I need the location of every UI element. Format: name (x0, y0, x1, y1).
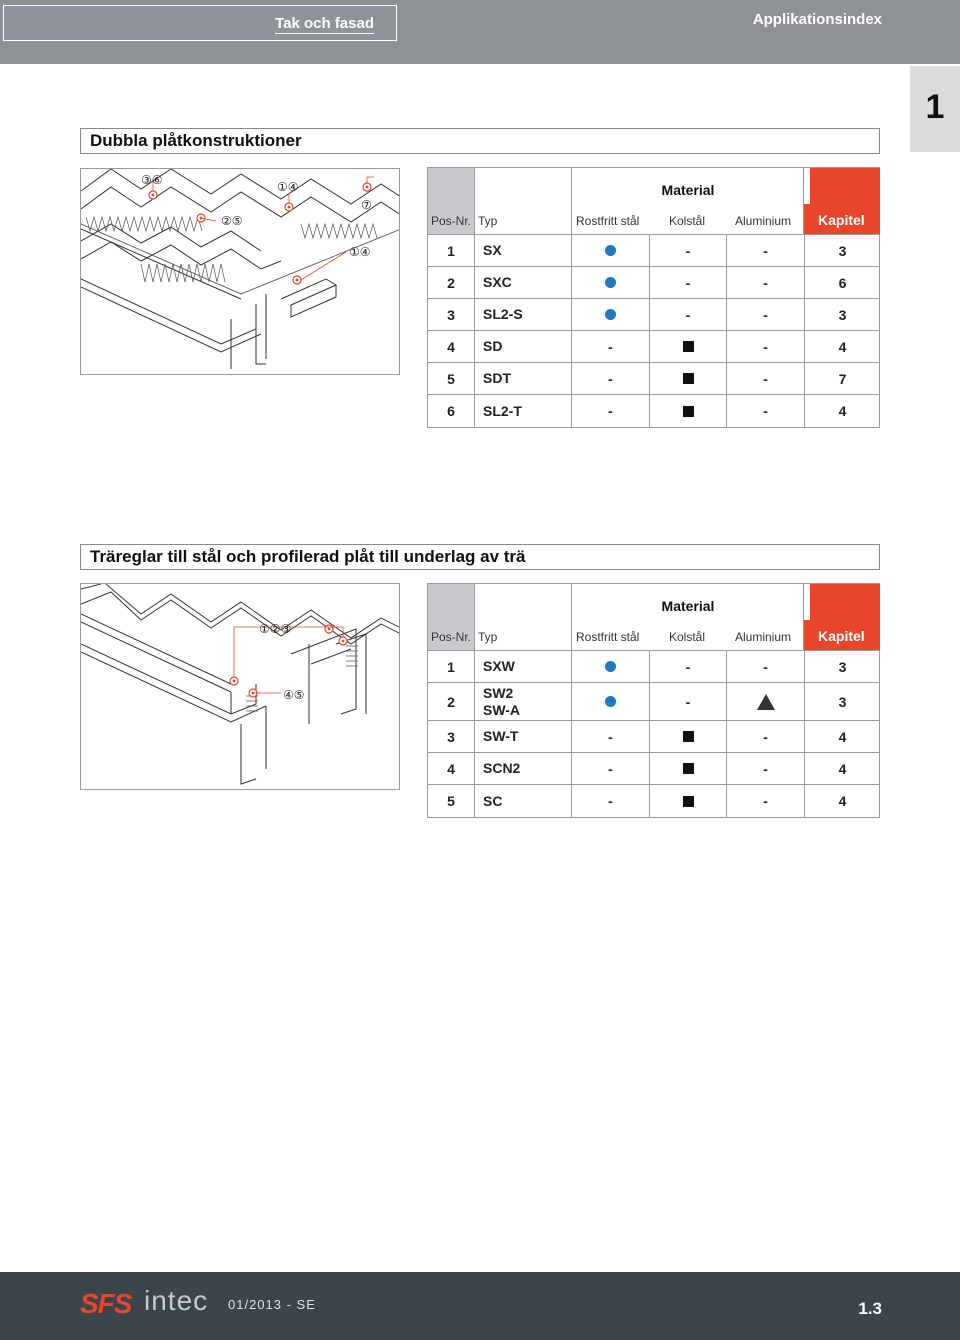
aluminium-cell (726, 753, 804, 784)
col-typ: Typ (478, 630, 498, 644)
aluminium-cell (726, 785, 804, 817)
typ-cell (474, 331, 571, 362)
table-body (428, 651, 879, 817)
pos-cell: 3 (447, 306, 455, 323)
rostfritt-cell (571, 267, 649, 298)
callout-123: ①②③ (259, 622, 292, 636)
available-square-icon (683, 731, 694, 742)
table-row (428, 267, 879, 299)
typ-cell (474, 785, 571, 817)
table-row (428, 721, 879, 753)
pos-cell: 4 (447, 760, 455, 777)
rostfritt-cell (571, 683, 649, 720)
not-available-dash: - (685, 658, 691, 675)
not-available-dash: - (608, 793, 613, 809)
not-available-dash: - (685, 274, 691, 291)
typ-cell (474, 267, 571, 298)
kolstal-cell (649, 395, 726, 427)
typ-cell (474, 235, 571, 266)
callout-45: ④⑤ (283, 688, 305, 702)
table-header (428, 584, 879, 651)
col-kolstal: Kolstål (669, 214, 706, 228)
not-available-dash: - (685, 693, 691, 710)
kapitel-link[interactable]: 7 (804, 363, 880, 394)
typ-label: SC (483, 792, 503, 809)
rostfritt-cell (571, 721, 649, 752)
table-row (428, 651, 879, 683)
typ-label-secondary: SW-A (483, 701, 521, 718)
tab-label: Tak och fasad (275, 15, 374, 32)
col-kolstal: Kolstål (669, 630, 706, 644)
pos-cell: 4 (447, 338, 455, 355)
table-row (428, 753, 879, 785)
kapitel-link[interactable]: 3 (804, 299, 880, 330)
chapter-marker (910, 66, 960, 152)
intec-logo: intec (144, 1285, 209, 1316)
typ-label: SL2-T (483, 402, 522, 419)
section-title-dubbla: Dubbla plåtkonstruktioner (80, 128, 880, 154)
not-available-dash: - (763, 658, 768, 675)
typ-label: SX (483, 242, 502, 258)
section-title-trareglar: Träreglar till stål och profilerad plåt till underlag av trä (80, 544, 880, 570)
available-dot-icon (605, 277, 616, 288)
kapitel-link[interactable]: 3 (804, 683, 880, 720)
callout-7: ⑦ (361, 198, 372, 212)
available-dot-icon (605, 696, 616, 707)
timber-rail-drawing (81, 584, 400, 790)
aluminium-cell (726, 299, 804, 330)
available-square-icon (683, 341, 694, 352)
available-square-icon (683, 406, 694, 417)
pos-cell: 3 (447, 728, 455, 745)
aluminium-cell (726, 395, 804, 427)
typ-label: SXW (483, 658, 515, 674)
rostfritt-cell (571, 363, 649, 394)
callout-14-top: ①④ (277, 180, 299, 194)
rostfritt-cell (571, 331, 649, 362)
kapitel-link[interactable]: 4 (804, 331, 880, 362)
col-pos: Pos-Nr. (431, 214, 472, 228)
pos-cell: 1 (447, 242, 455, 259)
typ-label: SW-T (483, 728, 519, 744)
table-row (428, 683, 879, 721)
typ-cell (474, 363, 571, 394)
not-available-dash: - (763, 793, 768, 809)
typ-label: SXC (483, 274, 512, 290)
typ-cell (474, 299, 571, 330)
callout-25: ②⑤ (221, 214, 243, 228)
aluminium-cell (726, 235, 804, 266)
kapitel-link[interactable]: 3 (804, 235, 880, 266)
not-available-dash: - (763, 728, 768, 745)
typ-cell (474, 651, 571, 682)
table-row (428, 299, 879, 331)
kolstal-cell (649, 785, 726, 817)
pos-cell: 5 (447, 793, 455, 809)
header-bar (0, 0, 960, 64)
aluminium-cell (726, 331, 804, 362)
col-aluminium: Aluminium (735, 630, 792, 644)
not-available-dash: - (763, 242, 768, 259)
table-body (428, 235, 879, 427)
aluminium-cell (726, 651, 804, 682)
pos-cell: 1 (447, 658, 455, 675)
not-available-dash: - (763, 760, 768, 777)
pos-cell: 2 (447, 274, 455, 291)
aluminium-cell (726, 683, 804, 720)
kolstal-cell (649, 331, 726, 362)
col-typ: Typ (478, 214, 498, 228)
rostfritt-cell (571, 785, 649, 817)
aluminium-cell (726, 267, 804, 298)
applikationsindex-link[interactable]: Applikationsindex (752, 11, 882, 28)
kolstal-cell (649, 651, 726, 682)
available-triangle-icon (757, 694, 775, 710)
not-available-dash: - (763, 274, 768, 291)
typ-label: SCN2 (483, 760, 521, 776)
not-available-dash: - (608, 403, 613, 419)
col-kapitel: Kapitel (818, 212, 865, 228)
material-heading: Material (661, 598, 715, 614)
tab-tak-och-fasad[interactable] (3, 5, 397, 41)
material-heading: Material (661, 182, 715, 198)
typ-cell (474, 395, 571, 427)
typ-label: SL2-S (483, 306, 523, 322)
col-kapitel: Kapitel (818, 628, 865, 644)
chapter-number: 1 (925, 88, 945, 126)
table-row (428, 331, 879, 363)
not-available-dash: - (685, 306, 691, 323)
typ-cell (474, 683, 571, 720)
aluminium-cell (726, 363, 804, 394)
aluminium-cell (726, 721, 804, 752)
available-square-icon (683, 796, 694, 807)
not-available-dash: - (608, 728, 613, 745)
callout-36: ③⑥ (141, 173, 163, 187)
rostfritt-cell (571, 235, 649, 266)
rostfritt-cell (571, 753, 649, 784)
not-available-dash: - (763, 338, 768, 355)
material-table-1 (427, 167, 880, 428)
available-square-icon (683, 373, 694, 384)
kapitel-link[interactable]: 3 (804, 651, 880, 682)
available-dot-icon (605, 661, 616, 672)
not-available-dash: - (608, 338, 613, 355)
typ-cell (474, 721, 571, 752)
col-aluminium: Aluminium (735, 214, 792, 228)
col-rostfritt: Rostfritt stål (576, 630, 640, 644)
footer-date: 01/2013 - SE (228, 1297, 316, 1312)
material-table-2 (427, 583, 880, 818)
kapitel-link[interactable]: 4 (804, 753, 880, 784)
page-number: 1.3 (858, 1299, 882, 1318)
kapitel-link[interactable]: 6 (804, 267, 880, 298)
table-header (428, 168, 879, 235)
rostfritt-cell (571, 395, 649, 427)
kapitel-link[interactable]: 4 (804, 785, 880, 817)
not-available-dash: - (685, 242, 691, 259)
kolstal-cell (649, 721, 726, 752)
not-available-dash: - (763, 306, 768, 323)
rostfritt-cell (571, 651, 649, 682)
kolstal-cell (649, 267, 726, 298)
typ-label: SW2 (483, 684, 514, 701)
pos-cell: 5 (447, 370, 455, 387)
roof-illustration-1 (80, 168, 400, 375)
table-row (428, 235, 879, 267)
not-available-dash: - (608, 370, 613, 387)
sfs-logo: SFS (80, 1288, 132, 1319)
kolstal-cell (649, 235, 726, 266)
available-square-icon (683, 763, 694, 774)
pos-cell: 6 (447, 403, 455, 419)
not-available-dash: - (763, 370, 768, 387)
typ-cell (474, 753, 571, 784)
kolstal-cell (649, 753, 726, 784)
available-dot-icon (605, 309, 616, 320)
kapitel-link[interactable]: 4 (804, 721, 880, 752)
typ-label: SD (483, 338, 503, 354)
not-available-dash: - (608, 760, 613, 777)
callout-14-bottom: ①④ (349, 245, 371, 259)
table-row (428, 395, 879, 427)
sandwich-roof-drawing (81, 169, 400, 375)
table-row (428, 785, 879, 817)
kolstal-cell (649, 363, 726, 394)
kapitel-link[interactable]: 4 (804, 395, 880, 427)
kolstal-cell (649, 683, 726, 720)
pos-cell: 2 (447, 693, 455, 710)
roof-illustration-2 (80, 583, 400, 790)
footer-bar (0, 1272, 960, 1340)
table-row (428, 363, 879, 395)
col-pos: Pos-Nr. (431, 630, 472, 644)
rostfritt-cell (571, 299, 649, 330)
not-available-dash: - (763, 403, 768, 419)
col-rostfritt: Rostfritt stål (576, 214, 640, 228)
kolstal-cell (649, 299, 726, 330)
available-dot-icon (605, 245, 616, 256)
typ-label: SDT (483, 370, 511, 386)
